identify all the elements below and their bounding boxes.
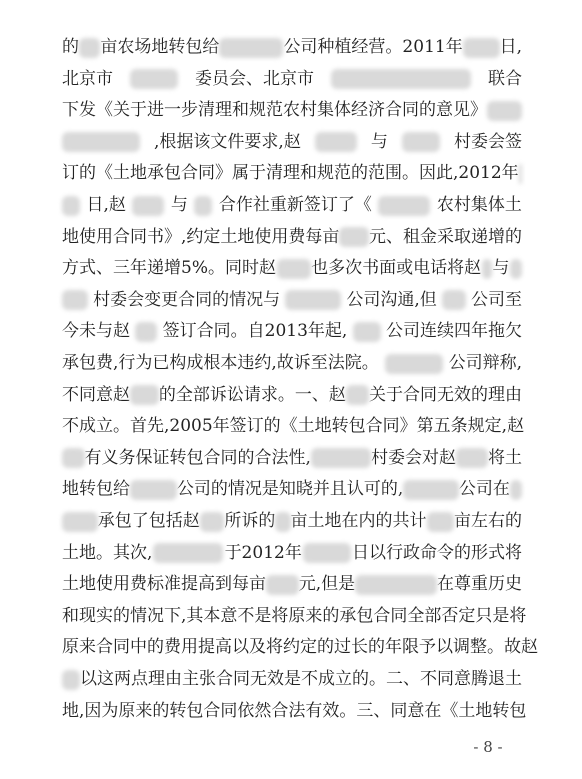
redaction-blur bbox=[385, 354, 443, 374]
text-segment: 亩农场地转包给 bbox=[100, 37, 220, 57]
redaction-blur bbox=[510, 259, 522, 279]
text-segment: 土地。其次, bbox=[62, 542, 153, 563]
text-segment: 北京市 bbox=[62, 68, 113, 89]
text-segment: 与 bbox=[170, 195, 188, 215]
redaction-blur bbox=[487, 101, 522, 121]
text-segment: 不成立。首先,2005年签订的《土地转包合同》第五条规定,赵 bbox=[62, 416, 525, 437]
text-segment: 与 bbox=[492, 258, 510, 279]
page-number: - 8 - bbox=[473, 738, 503, 756]
text-line bbox=[62, 158, 522, 189]
text-segment: 亩左右的 bbox=[454, 511, 522, 531]
text-segment: 签订合同。自2013年起, bbox=[162, 321, 348, 342]
redaction-blur bbox=[62, 132, 140, 152]
redaction-blur bbox=[353, 322, 381, 342]
text-segment: 的 bbox=[62, 37, 79, 57]
redaction-blur bbox=[153, 543, 223, 563]
text-segment: 村委会变更合同的情况与 bbox=[93, 289, 281, 310]
text-segment: 地,因为原来的转包合同依然合法有效。三、同意在《土地转包 bbox=[62, 700, 527, 721]
redaction-blur bbox=[378, 196, 430, 216]
text-segment: 公司连续四年拖欠 bbox=[385, 321, 522, 342]
text-line bbox=[62, 190, 522, 221]
redaction-blur bbox=[266, 575, 299, 595]
redaction-blur bbox=[427, 512, 454, 532]
redaction-blur bbox=[277, 259, 311, 279]
text-segment: 有义务保证转包合同的合法性, bbox=[84, 447, 311, 468]
text-segment: 以这两点理由主张合同无效是不成立的。二、不同意腾退土 bbox=[80, 669, 522, 689]
text-line bbox=[62, 538, 522, 569]
text-line bbox=[62, 348, 522, 379]
text-segment: 公司的情况是知晓并且认可的, bbox=[176, 479, 404, 500]
text-line bbox=[62, 127, 522, 158]
text-segment: 所诉的 bbox=[224, 511, 276, 531]
text-segment: 将土 bbox=[488, 447, 522, 468]
redaction-blur bbox=[135, 322, 157, 342]
text-segment: 今未与赵 bbox=[62, 321, 130, 342]
redaction-blur bbox=[194, 196, 212, 216]
text-line bbox=[62, 32, 522, 63]
text-segment: 方式、三年递增5%。同时赵 bbox=[62, 258, 276, 279]
redaction-blur bbox=[219, 38, 283, 58]
redaction-blur bbox=[130, 69, 178, 89]
text-segment: 元,但是 bbox=[298, 574, 356, 595]
text-segment: 的全部诉讼请求。一、赵 bbox=[158, 384, 346, 405]
text-segment: 农村集体土 bbox=[436, 195, 522, 215]
redaction-blur bbox=[402, 132, 440, 152]
text-segment: 公司辩称, bbox=[448, 353, 522, 373]
text-segment: 下发《关于进一步清理和规范农村集体经济合同的意见》 bbox=[62, 100, 487, 121]
redaction-blur bbox=[510, 480, 522, 500]
text-segment: 订的《土地承包合同》属于清理和规范的范围。因此,2012年 bbox=[62, 163, 519, 184]
redaction-blur bbox=[331, 69, 471, 89]
text-segment: 委员会、北京市 bbox=[195, 68, 314, 89]
text-segment: 公司至 bbox=[470, 289, 522, 310]
text-line bbox=[62, 411, 525, 442]
text-line bbox=[62, 474, 522, 505]
text-segment: 和现实的情况下,其本意不是将原来的承包合同全部否定只是将 bbox=[62, 605, 527, 626]
text-line bbox=[62, 316, 522, 347]
text-segment: 公司在 bbox=[458, 479, 510, 500]
redaction-blur bbox=[519, 164, 522, 184]
text-line bbox=[62, 285, 522, 316]
text-segment: ,根据该文件要求,赵 bbox=[154, 131, 301, 152]
text-line bbox=[62, 64, 522, 95]
redaction-blur bbox=[62, 670, 80, 690]
redaction-blur bbox=[355, 575, 437, 595]
text-segment: 村委会签 bbox=[453, 131, 522, 152]
text-line bbox=[62, 95, 522, 126]
text-segment: 也多次书面或电话将赵 bbox=[311, 258, 482, 279]
text-line bbox=[62, 696, 527, 727]
redaction-blur bbox=[275, 512, 290, 532]
text-line bbox=[62, 253, 522, 284]
redaction-blur bbox=[346, 385, 369, 405]
redaction-blur bbox=[62, 290, 88, 310]
text-segment: 地使用合同书》,约定土地使用费每亩 bbox=[62, 226, 340, 247]
redaction-blur bbox=[132, 196, 164, 216]
text-segment: 亩土地在内的共计 bbox=[290, 511, 427, 531]
text-segment: 与 bbox=[370, 131, 388, 152]
text-line bbox=[62, 569, 522, 600]
redaction-blur bbox=[403, 480, 459, 500]
text-segment: 日, bbox=[499, 37, 522, 57]
text-segment: 公司沟通,但 bbox=[346, 289, 437, 310]
text-line bbox=[62, 443, 522, 474]
redaction-blur bbox=[130, 480, 177, 500]
redaction-blur bbox=[339, 227, 369, 247]
redaction-blur bbox=[456, 448, 488, 468]
text-segment: 地转包给 bbox=[62, 479, 130, 500]
text-segment: 村委会对赵 bbox=[371, 447, 457, 468]
text-segment: 合作社重新签订了《 bbox=[218, 195, 372, 215]
text-line bbox=[62, 664, 522, 695]
redaction-blur bbox=[62, 512, 98, 532]
text-line bbox=[62, 601, 527, 632]
text-segment: 土地使用费标准提高到每亩 bbox=[62, 574, 266, 595]
text-segment: 元、租金采取递增的 bbox=[369, 226, 522, 247]
text-segment: 公司种植经营。2011年 bbox=[283, 37, 463, 57]
text-segment: 于2012年 bbox=[224, 542, 302, 563]
text-segment: 原来合同中的费用提高以及将约定的过长的年限予以调整。故赵 bbox=[62, 637, 538, 658]
redaction-blur bbox=[79, 38, 100, 58]
redaction-blur bbox=[303, 543, 351, 563]
text-line bbox=[62, 632, 538, 663]
redaction-blur bbox=[285, 290, 341, 310]
text-segment: 承包了包括赵 bbox=[97, 511, 200, 531]
redaction-blur bbox=[463, 38, 500, 58]
text-segment: 联合 bbox=[488, 68, 522, 89]
redaction-blur bbox=[442, 290, 466, 310]
redaction-blur bbox=[200, 512, 225, 532]
text-segment: 承包费,行为已构成根本违约,故诉至法院。 bbox=[62, 353, 379, 373]
text-line bbox=[62, 506, 522, 537]
redaction-blur bbox=[62, 448, 85, 468]
text-segment: 日以行政命令的形式将 bbox=[351, 542, 522, 563]
text-line bbox=[62, 222, 522, 253]
redaction-blur bbox=[482, 259, 492, 279]
redaction-blur bbox=[315, 132, 357, 152]
text-segment: 关于合同无效的理由 bbox=[369, 384, 522, 405]
redaction-blur bbox=[62, 196, 80, 216]
text-line bbox=[62, 380, 522, 411]
text-segment: 日,赵 bbox=[86, 195, 126, 215]
text-segment: 不同意赵 bbox=[62, 384, 130, 405]
redaction-blur bbox=[130, 385, 159, 405]
redaction-blur bbox=[311, 448, 371, 468]
text-segment: 在尊重历史 bbox=[437, 574, 522, 595]
